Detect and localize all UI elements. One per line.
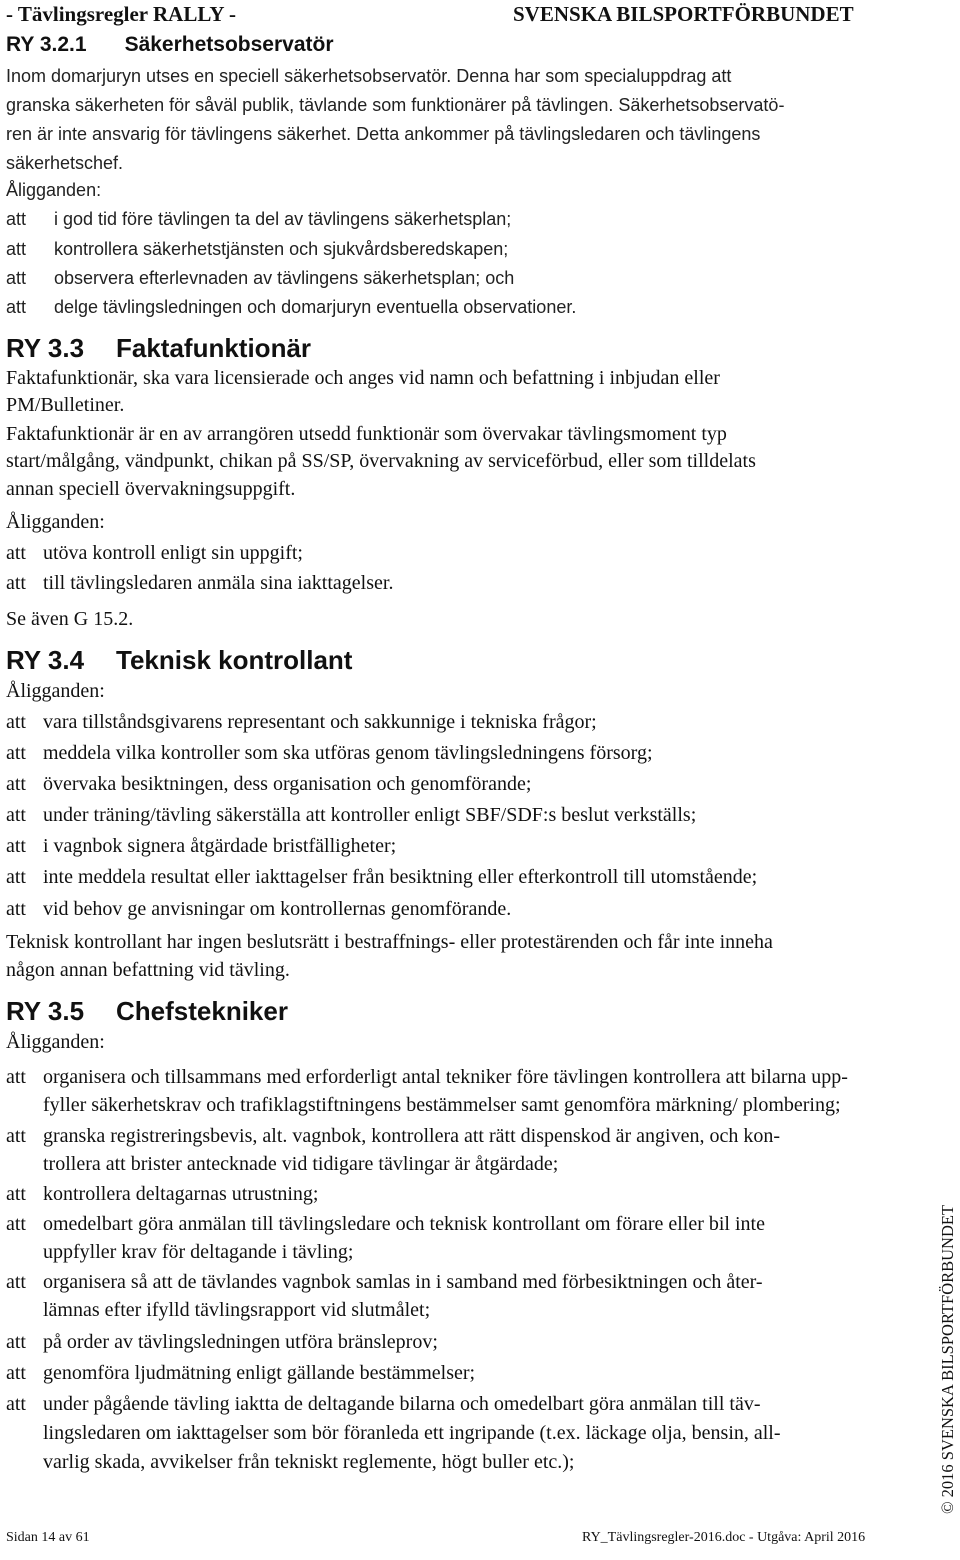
footer-page-number: Sidan 14 av 61 — [6, 1530, 90, 1545]
duty-text: lämnas efter ifylld tävlingsrapport vid slutmålet; — [43, 1299, 431, 1321]
duty-text: utöva kontroll enligt sin uppgift; — [43, 542, 303, 564]
bullet-word: att — [6, 1213, 26, 1235]
section-title: Säkerhetsobservatör — [124, 33, 334, 56]
duty-item — [6, 1183, 318, 1206]
paragraph-line: Faktafunktionär, ska vara licensierade och anges vid namn och befattning i inbjudan eller — [6, 367, 720, 389]
duty-text: kontrollera säkerhetstjänsten och sjukvårdsberedskapen; — [54, 239, 509, 259]
duty-text: vid behov ge anvisningar om kontrollernas genomförande. — [43, 898, 512, 920]
bullet-word: att — [6, 297, 27, 317]
duty-text: delge tävlingsledningen och domarjuryn eventuella observationer. — [54, 297, 577, 317]
section-number: RY 3.2.1 — [6, 33, 87, 56]
duty-text: på order av tävlingsledningen utföra bränsleprov; — [43, 1331, 438, 1353]
duty-text: övervaka besiktningen, dess organisation och genomförande; — [43, 773, 532, 795]
duty-text: varlig skada, avvikelser från tekniskt reglemente, högt buller etc.); — [43, 1451, 575, 1473]
duty-text: under pågående tävling iaktta de deltagande bilarna och omedelbart göra anmälan till täv- — [43, 1393, 761, 1415]
duty-item — [6, 1393, 760, 1416]
paragraph-line: start/målgång, vändpunkt, chikan på SS/SP, övervakning av serviceförbud, eller som tilldelats — [6, 450, 756, 472]
duty-item-continued — [6, 1241, 353, 1264]
bullet-word: att — [6, 1183, 26, 1205]
duty-item — [6, 711, 597, 734]
duty-text: meddela vilka kontroller som ska utföras genom tävlingsledningens försorg; — [43, 742, 653, 764]
duty-text: uppfyller krav för deltagande i tävling; — [43, 1241, 354, 1263]
duties-label: Åligganden: — [6, 1031, 105, 1053]
paragraph-line: Faktafunktionär är en av arrangören utsedd funktionär som övervakar tävlingsmoment typ — [6, 423, 727, 445]
paragraph-line: annan speciell övervakningsuppgift. — [6, 478, 296, 500]
paragraph-line: granska säkerheten för såväl publik, tävlande som funktionärer på tävlingen. Säkerhetsobservatö- — [6, 95, 785, 115]
duty-item — [6, 1213, 765, 1236]
section-title: Chefstekniker — [116, 996, 288, 1026]
duty-text: organisera och tillsammans med erforderligt antal tekniker före tävlingen kontrollera att bilarna upp- — [43, 1066, 848, 1088]
duty-item — [6, 572, 393, 595]
bullet-word: att — [6, 835, 26, 857]
bullet-word: att — [6, 239, 27, 259]
bullet-word: att — [6, 209, 27, 229]
bullet-word: att — [6, 742, 26, 764]
section-number: RY 3.5 — [6, 996, 85, 1026]
duty-item — [6, 898, 511, 921]
duty-text: till tävlingsledaren anmäla sina iakttagelser. — [43, 572, 394, 594]
section-title: Faktafunktionär — [116, 333, 312, 363]
duty-text: kontrollera deltagarnas utrustning; — [43, 1183, 319, 1205]
duty-item — [6, 1125, 780, 1148]
paragraph-line: någon annan befattning vid tävling. — [6, 959, 290, 981]
bullet-word: att — [6, 1125, 26, 1147]
duty-text: inte meddela resultat eller iakttagelser från besiktning eller efterkontroll till utomstående; — [43, 866, 758, 888]
duty-text: omedelbart göra anmälan till tävlingsledare och teknisk kontrollant om förare eller bil inte — [43, 1213, 765, 1235]
duty-item-continued — [6, 1451, 574, 1474]
duty-text: genomföra ljudmätning enligt gällande bestämmelser; — [43, 1362, 476, 1384]
duty-text: fyller säkerhetskrav och trafiklagstiftningens bestämmelser samt genomföra märkning/ plombering; — [43, 1094, 841, 1116]
duty-item — [6, 1331, 438, 1354]
duty-text: i god tid före tävlingen ta del av tävlingens säkerhetsplan; — [54, 209, 512, 229]
copyright-side-text — [938, 1204, 960, 1514]
bullet-word: att — [6, 866, 26, 888]
duty-item — [6, 1362, 475, 1385]
running-header-right: SVENSKA BILSPORTFÖRBUNDET — [513, 2, 854, 26]
paragraph-line: Teknisk kontrollant har ingen beslutsrätt i bestraffnings- eller protestärenden och får inte inneha — [6, 931, 773, 953]
section-title: Teknisk kontrollant — [116, 645, 353, 675]
duties-label: Åligganden: — [6, 680, 105, 702]
duties-label: Åligganden: — [6, 511, 105, 533]
bullet-word: att — [6, 773, 26, 795]
duty-item — [6, 1271, 763, 1294]
bullet-word: att — [6, 542, 26, 564]
duty-item-continued — [6, 1422, 781, 1445]
duty-item — [6, 542, 303, 565]
paragraph-line: ren är inte ansvarig för tävlingens säkerhet. Detta ankommer på tävlingsledaren och tävlingens — [6, 124, 761, 144]
copyright-text: © 2016 SVENSKA BILSPORTFÖRBUNDET — [938, 1204, 957, 1514]
duty-text: lingsledaren om iakttagelser som bör föranleda ett ingripande (t.ex. läckage olja, bensin, all- — [43, 1422, 781, 1444]
running-header-left: - Tävlingsregler RALLY - — [6, 2, 237, 26]
section-heading-3-2-1 — [6, 33, 334, 57]
bullet-word: att — [6, 1393, 26, 1415]
bullet-word: att — [6, 572, 26, 594]
bullet-word: att — [6, 1271, 26, 1293]
duty-text: vara tillståndsgivarens representant och sakkunnige i tekniska frågor; — [43, 711, 597, 733]
duty-text: under träning/tävling säkerställa att kontroller enligt SBF/SDF:s beslut verkställs; — [43, 804, 697, 826]
section-heading-3-4 — [6, 645, 353, 676]
footer-document-info: RY_Tävlingsregler-2016.doc - Utgåva: April 2016 — [582, 1530, 866, 1545]
duty-text: i vagnbok signera åtgärdade bristfälligheter; — [43, 835, 397, 857]
bullet-word: att — [6, 1331, 26, 1353]
duty-item-continued — [6, 1094, 841, 1117]
duty-item — [6, 297, 576, 318]
section-number: RY 3.4 — [6, 645, 85, 675]
duty-item — [6, 866, 757, 889]
duty-text: trollera att brister antecknade vid tidigare tävlingar är åtgärdade; — [43, 1153, 559, 1175]
paragraph-line: säkerhetschef. — [6, 153, 124, 173]
bullet-word: att — [6, 1066, 26, 1088]
section-number: RY 3.3 — [6, 333, 85, 363]
bullet-word: att — [6, 1362, 26, 1384]
bullet-word: att — [6, 804, 26, 826]
bullet-word: att — [6, 711, 26, 733]
duty-item — [6, 804, 696, 827]
bullet-word: att — [6, 898, 26, 920]
duty-item — [6, 268, 514, 289]
duty-item-continued — [6, 1153, 558, 1176]
duty-item-continued — [6, 1299, 430, 1322]
section-heading-3-5 — [6, 996, 288, 1027]
duty-item — [6, 835, 396, 858]
duty-text: granska registreringsbevis, alt. vagnbok, kontrollera att rätt dispenskod är angiven, och kon- — [43, 1125, 781, 1147]
duty-item — [6, 239, 508, 260]
section-heading-3-3 — [6, 333, 312, 364]
duty-item — [6, 773, 531, 796]
duties-label: Åligganden: — [6, 180, 102, 200]
duty-item — [6, 1066, 848, 1089]
duty-item — [6, 209, 511, 230]
duty-text: organisera så att de tävlandes vagnbok samlas in i samband med förbesiktningen och åter- — [43, 1271, 763, 1293]
see-also: Se även G 15.2. — [6, 608, 134, 630]
paragraph-line: PM/Bulletiner. — [6, 394, 125, 416]
paragraph-line: Inom domarjuryn utses en speciell säkerhetsobservatör. Denna har som specialuppdrag att — [6, 66, 732, 86]
duty-text: observera efterlevnaden av tävlingens säkerhetsplan; och — [54, 268, 515, 288]
bullet-word: att — [6, 268, 27, 288]
duty-item — [6, 742, 653, 765]
